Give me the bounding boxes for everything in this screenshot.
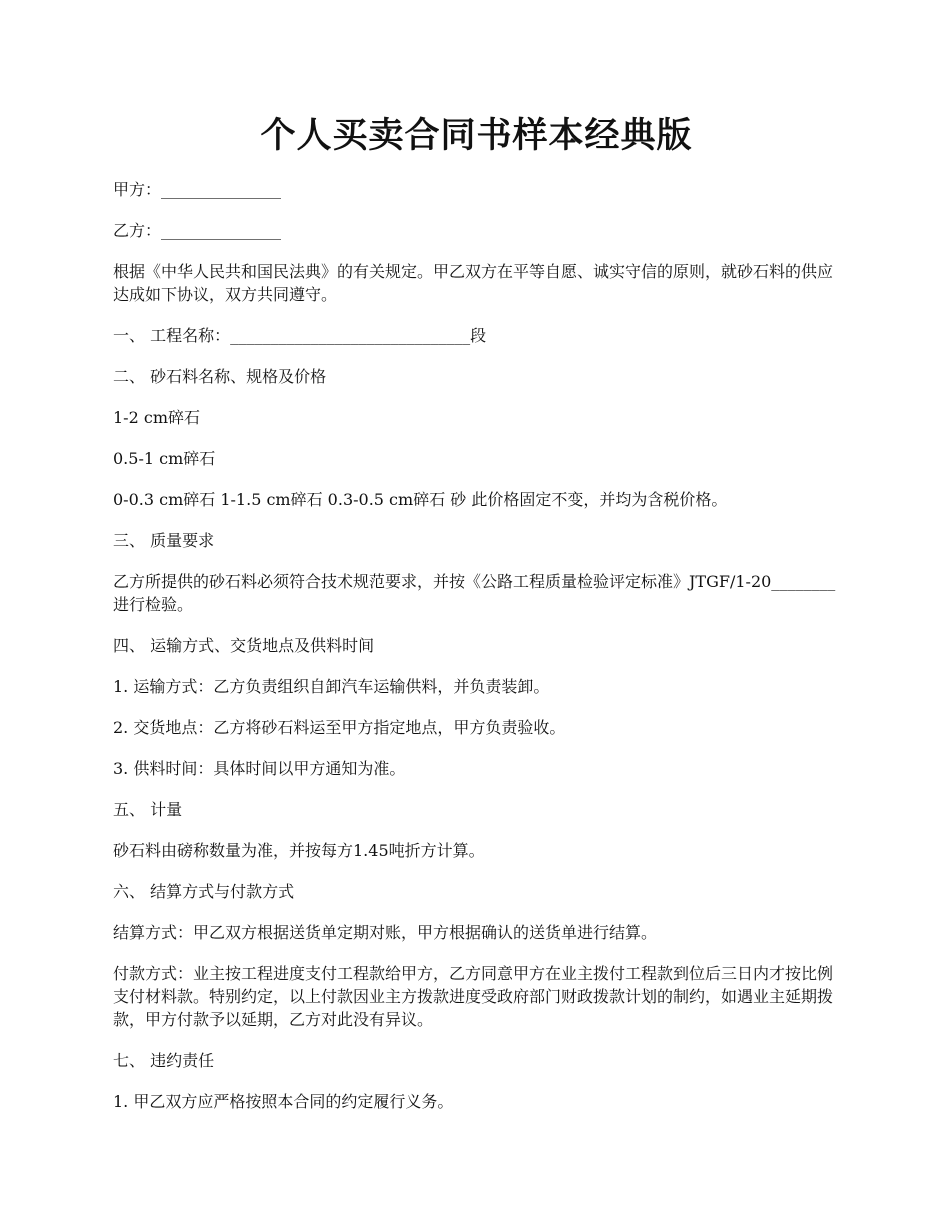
payment-paragraph: 付款方式：业主按工程进度支付工程款给甲方，乙方同意甲方在业主拨付工程款到位后三日内才按比例支付材料款。特别约定，以上付款因业主方拨款进度受政府部门财政拨款计划的制约，如遇业主延期拨款，甲方付款予以延期，乙方对此没有异议。 [113,964,834,1029]
settlement-paragraph: 结算方式：甲乙双方根据送货单定期对账，甲方根据确认的送货单进行结算。 [113,923,658,942]
spec-line-1: 1-2 cm碎石 [113,408,200,427]
preamble-paragraph: 根据《中华人民共和国民法典》的有关规定。甲乙双方在平等自愿、诚实守信的原则，就砂石料的供应达成如下协议，双方共同遵守。 [113,262,834,304]
section-6-heading: 六、 结算方式与付款方式 [113,882,295,901]
measurement-paragraph: 砂石料由磅称数量为准，并按每方1.45吨折方计算。 [113,841,485,860]
quality-paragraph: 乙方所提供的砂石料必须符合技术规范要求，并按《公路工程质量检验评定标准》JTGF/1-20________进行检验。 [113,572,836,614]
section-2-heading: 二、 砂石料名称、规格及价格 [113,367,327,386]
party-a-line: 甲方：_______________ [113,180,282,199]
party-b-line: 乙方：_______________ [113,221,282,240]
delivery-item: 2. 交货地点：乙方将砂石料运至甲方指定地点，甲方负责验收。 [113,718,566,737]
section-1-project-name: 一、 工程名称：______________________________段 [113,326,487,345]
supply-time-item: 3. 供料时间：具体时间以甲方通知为准。 [113,759,406,778]
liability-item-1: 1. 甲乙双方应严格按照本合同的约定履行义务。 [113,1092,454,1111]
spec-line-3: 0-0.3 cm碎石 1-1.5 cm碎石 0.3-0.5 cm碎石 砂 此价格固定不变，并均为含税价格。 [113,490,728,509]
transport-item: 1. 运输方式：乙方负责组织自卸汽车运输供料，并负责装卸。 [113,677,550,696]
spec-line-2: 0.5-1 cm碎石 [113,449,216,468]
document-body [113,178,840,1131]
section-3-heading: 三、 质量要求 [113,531,215,550]
section-4-heading: 四、 运输方式、交货地点及供料时间 [113,636,375,655]
section-5-heading: 五、 计量 [113,800,183,819]
section-7-heading: 七、 违约责任 [113,1051,215,1070]
document-title: 个人买卖合同书样本经典版 [260,115,693,156]
